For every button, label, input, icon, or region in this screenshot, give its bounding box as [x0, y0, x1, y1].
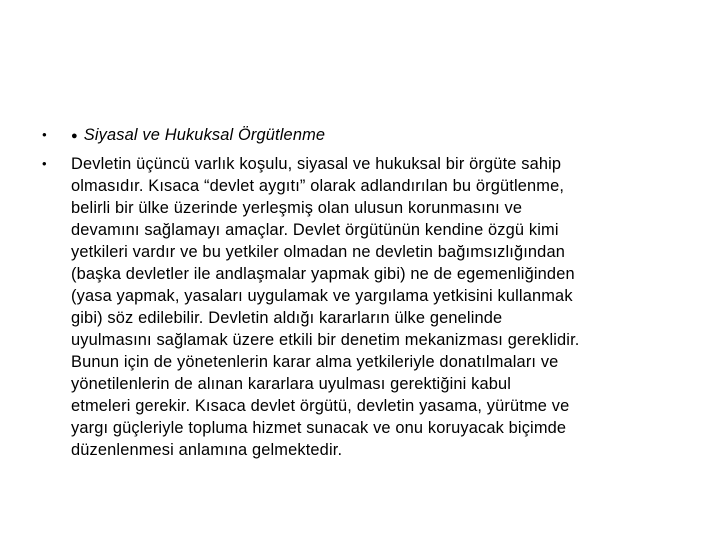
- bullet-dot-icon: •: [42, 127, 47, 142]
- heading-bullet: [42, 124, 702, 147]
- paragraph-line: düzenlenmesi anlamına gelmektedir.: [71, 441, 343, 459]
- paragraph-line: (başka devletler ile andlaşmalar yapmak gibi) ne de egemenliğinden: [71, 265, 575, 283]
- paragraph-bullet: [42, 153, 702, 461]
- paragraph-line: Bunun için de yönetenlerin karar alma yetkileriyle donatılmaları ve: [71, 353, 559, 371]
- paragraph-line: yargı güçleriyle topluma hizmet sunacak ve onu koruyacak biçimde: [71, 419, 567, 437]
- paragraph-line: devamını sağlamayı amaçlar. Devlet örgütünün kendine özgü kimi: [71, 221, 559, 239]
- bullet-dot-icon: •: [42, 156, 47, 171]
- paragraph-line: Devletin üçüncü varlık koşulu, siyasal ve hukuksal bir örgüte sahip: [71, 155, 562, 173]
- paragraph-line: etmeleri gerekir. Kısaca devlet örgütü, devletin yasama, yürütme ve: [71, 397, 570, 415]
- paragraph-line: yönetilenlerin de alınan kararlara uyulması gerektiğini kabul: [71, 375, 512, 393]
- paragraph-line: olmasıdır. Kısaca “devlet aygıtı” olarak adlandırılan bu örgütlenme,: [71, 177, 565, 195]
- paragraph-line: belirli bir ülke üzerinde yerleşmiş olan ulusun korunmasını ve: [71, 199, 523, 217]
- inner-bullet-icon: ●: [71, 130, 78, 142]
- paragraph-line: uyulmasını sağlamak üzere etkili bir denetim mekanizması gereklidir.: [71, 331, 580, 349]
- paragraph-line: gibi) söz edilebilir. Devletin aldığı kararların ülke genelinde: [71, 309, 503, 327]
- section-heading: Siyasal ve Hukuksal Örgütlenme: [83, 126, 326, 144]
- paragraph-line: yetkileri vardır ve bu yetkiler olmadan ne devletin bağımsızlığından: [71, 243, 565, 261]
- paragraph-line: (yasa yapmak, yasaları uygulamak ve yargılama yetkisini kullanmak: [71, 287, 573, 305]
- bullet-list: [42, 124, 702, 461]
